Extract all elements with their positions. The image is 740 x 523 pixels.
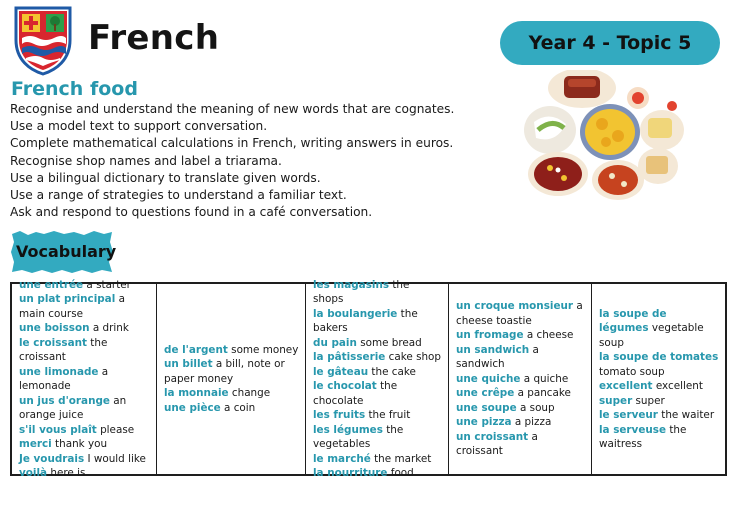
vocab-english-meaning: the vegetables	[313, 423, 404, 450]
vocab-entry	[313, 278, 442, 307]
vocab-french-word: merci	[19, 438, 52, 450]
vocab-english-meaning: cake shop	[388, 351, 442, 363]
vocab-english-meaning: the waiter	[661, 409, 715, 421]
vocab-entry	[313, 423, 442, 452]
vocab-english-meaning: the fruit	[368, 409, 411, 421]
vocab-french-word: la monnaie	[164, 387, 229, 400]
vocab-english-meaning: a sandwich	[456, 343, 539, 371]
vocab-entry	[456, 328, 585, 343]
vocab-french-word: un billet	[164, 358, 213, 371]
vocab-entry	[456, 343, 585, 372]
vocab-entry	[19, 365, 150, 394]
objective-item: Use a range of strategies to understand a familiar text.	[10, 188, 347, 203]
vocab-french-word: une soupe	[456, 401, 517, 414]
objective-item: Recognise and understand the meaning of new words that are cognates.	[10, 102, 455, 116]
vocab-entry	[313, 307, 442, 336]
vocab-entry	[19, 423, 150, 438]
vocab-french-word: une crêpe	[456, 387, 515, 400]
vocab-french-word: la nourriture	[313, 467, 388, 479]
vocab-column	[592, 284, 725, 474]
vocab-english-meaning: the chocolate	[313, 380, 398, 407]
vocab-english-meaning: super	[635, 394, 665, 407]
vocab-entry	[599, 379, 719, 394]
objective-item: Use a model text to support conversation.	[10, 119, 268, 134]
vocab-english-meaning: the cake	[371, 365, 416, 378]
vocab-french-word: un sandwich	[456, 343, 530, 356]
vocab-french-word: la boulangerie	[313, 307, 398, 320]
vocab-entry	[164, 401, 299, 416]
vocab-french-word: une pizza	[456, 416, 512, 429]
vocab-french-word: la soupe de tomates	[599, 351, 719, 363]
vocab-entry	[599, 394, 719, 409]
vocab-english-meaning: a bill, note or paper money	[164, 358, 285, 385]
vocab-french-word: excellent	[599, 380, 653, 392]
vocab-french-word: les fruits	[313, 409, 366, 421]
vocab-column	[157, 284, 306, 474]
vocab-entry	[456, 415, 585, 430]
objective-item: Use a bilingual dictionary to translate given words.	[10, 170, 321, 185]
vocab-english-meaning: the market	[374, 452, 432, 465]
vocab-english-meaning: a croissant	[456, 430, 538, 458]
vocab-french-word: voilà	[19, 467, 48, 479]
vocab-french-word: la soupe de légumes	[599, 307, 667, 334]
objective-item: Recognise shop names and label a triarama.	[10, 153, 282, 168]
vocab-entry	[313, 336, 442, 351]
objective-item: Ask and respond to questions found in a café conversation.	[10, 205, 373, 220]
vocab-french-word: le croissant	[19, 336, 87, 349]
vocab-entry	[19, 394, 150, 423]
vocab-column	[12, 278, 157, 479]
vocab-french-word: une entrée	[19, 278, 84, 291]
objective-item: Complete mathematical calculations in French, writing answers in euros.	[10, 136, 454, 151]
vocab-entry	[456, 401, 585, 416]
vocab-column	[449, 284, 592, 474]
vocab-english-meaning: a cheese	[526, 329, 574, 342]
vocab-french-word: un fromage	[456, 329, 524, 342]
vocab-entry	[313, 408, 442, 423]
vocab-french-word: de l'argent	[164, 343, 228, 356]
year-topic-badge: Year 4 - Topic 5	[500, 21, 720, 65]
vocab-english-meaning: a coin	[224, 401, 256, 414]
vocab-english-meaning: a drink	[92, 322, 129, 334]
vocab-french-word: un croque monsieur	[456, 300, 574, 313]
vocab-french-word: un jus d'orange	[19, 394, 110, 407]
vocab-french-word: une quiche	[456, 372, 521, 385]
vocab-french-word: du pain	[313, 336, 357, 349]
vocab-entry	[19, 336, 150, 365]
vocab-english-meaning: excellent	[655, 380, 703, 392]
vocab-french-word: un croissant	[456, 430, 529, 443]
vocab-french-word: une pièce	[164, 401, 221, 414]
vocab-french-word: les légumes	[313, 423, 383, 436]
learning-objectives-list	[10, 101, 454, 221]
vocab-english-meaning: tomato soup	[599, 365, 665, 378]
vocab-english-meaning: a pancake	[517, 387, 571, 400]
vocab-entry	[599, 350, 719, 379]
vocab-entry	[164, 343, 299, 358]
page-title: French	[88, 18, 220, 58]
vocabulary-label-text: Vocabulary	[16, 242, 117, 261]
vocab-french-word: le serveur	[599, 409, 658, 421]
vocab-french-word: la serveuse	[599, 423, 666, 436]
vocab-entry	[19, 452, 150, 467]
vocab-english-meaning: please	[100, 423, 135, 436]
vocab-french-word: Je voudrais	[19, 452, 85, 465]
vocab-french-word: une boisson	[19, 322, 90, 334]
vocab-english-meaning: a soup	[519, 401, 555, 414]
vocab-english-meaning: some bread	[360, 336, 422, 349]
vocab-entry	[19, 466, 150, 481]
vocab-entry	[19, 292, 150, 321]
vocab-entry	[456, 299, 585, 328]
vocab-french-word: super	[599, 394, 633, 407]
vocab-english-meaning: the shops	[313, 278, 410, 305]
vocab-entry	[19, 278, 150, 293]
vocab-english-meaning: thank you	[55, 438, 108, 450]
vocab-english-meaning: a main course	[19, 293, 125, 320]
vocab-english-meaning: the bakers	[313, 307, 418, 334]
vocab-english-meaning: here is	[50, 467, 86, 479]
vocab-french-word: le marché	[313, 452, 371, 465]
vocab-english-meaning: an orange juice	[19, 394, 127, 421]
vocab-entry	[313, 365, 442, 380]
vocab-english-meaning: some money	[231, 343, 299, 356]
vocab-english-meaning: change	[231, 387, 271, 400]
vocabulary-label	[10, 230, 117, 274]
vocab-entry	[456, 386, 585, 401]
vocab-entry	[164, 357, 299, 386]
vocab-french-word: une limonade	[19, 365, 99, 378]
french-food-illustration	[522, 70, 692, 210]
vocab-entry	[19, 321, 150, 336]
vocab-entry	[19, 437, 150, 452]
vocab-french-word: la pâtisserie	[313, 351, 386, 363]
vocab-english-meaning: the waitress	[599, 423, 687, 450]
vocab-english-meaning: vegetable soup	[599, 322, 704, 349]
vocab-french-word: le gâteau	[313, 365, 369, 378]
vocab-entry	[599, 307, 719, 351]
vocab-english-meaning: a cheese toastie	[456, 300, 583, 327]
vocab-entry	[313, 379, 442, 408]
vocab-entry	[313, 452, 442, 467]
vocabulary-table	[10, 278, 727, 479]
school-crest-logo	[10, 4, 76, 76]
vocab-entry	[313, 350, 442, 365]
topic-heading: French food	[11, 78, 138, 100]
vocab-french-word: le chocolat	[313, 380, 377, 392]
vocab-english-meaning: a lemonade	[19, 365, 109, 392]
vocab-entry	[599, 423, 719, 452]
vocab-entry	[599, 408, 719, 423]
vocab-entry	[313, 466, 442, 481]
vocab-entry	[456, 430, 585, 459]
vocab-entry	[456, 372, 585, 387]
vocab-entry	[164, 386, 299, 401]
vocab-french-word: s'il vous plaît	[19, 423, 97, 436]
vocab-french-word: un plat principal	[19, 293, 116, 305]
vocab-english-meaning: I would like	[87, 452, 146, 465]
vocab-english-meaning: a quiche	[523, 372, 569, 385]
vocab-english-meaning: a pizza	[514, 416, 552, 429]
vocab-english-meaning: the croissant	[19, 336, 108, 363]
vocab-column	[306, 278, 449, 479]
vocab-french-word: les magasins	[313, 278, 390, 291]
vocab-english-meaning: food	[390, 467, 414, 479]
vocab-english-meaning: a starter	[86, 278, 131, 291]
